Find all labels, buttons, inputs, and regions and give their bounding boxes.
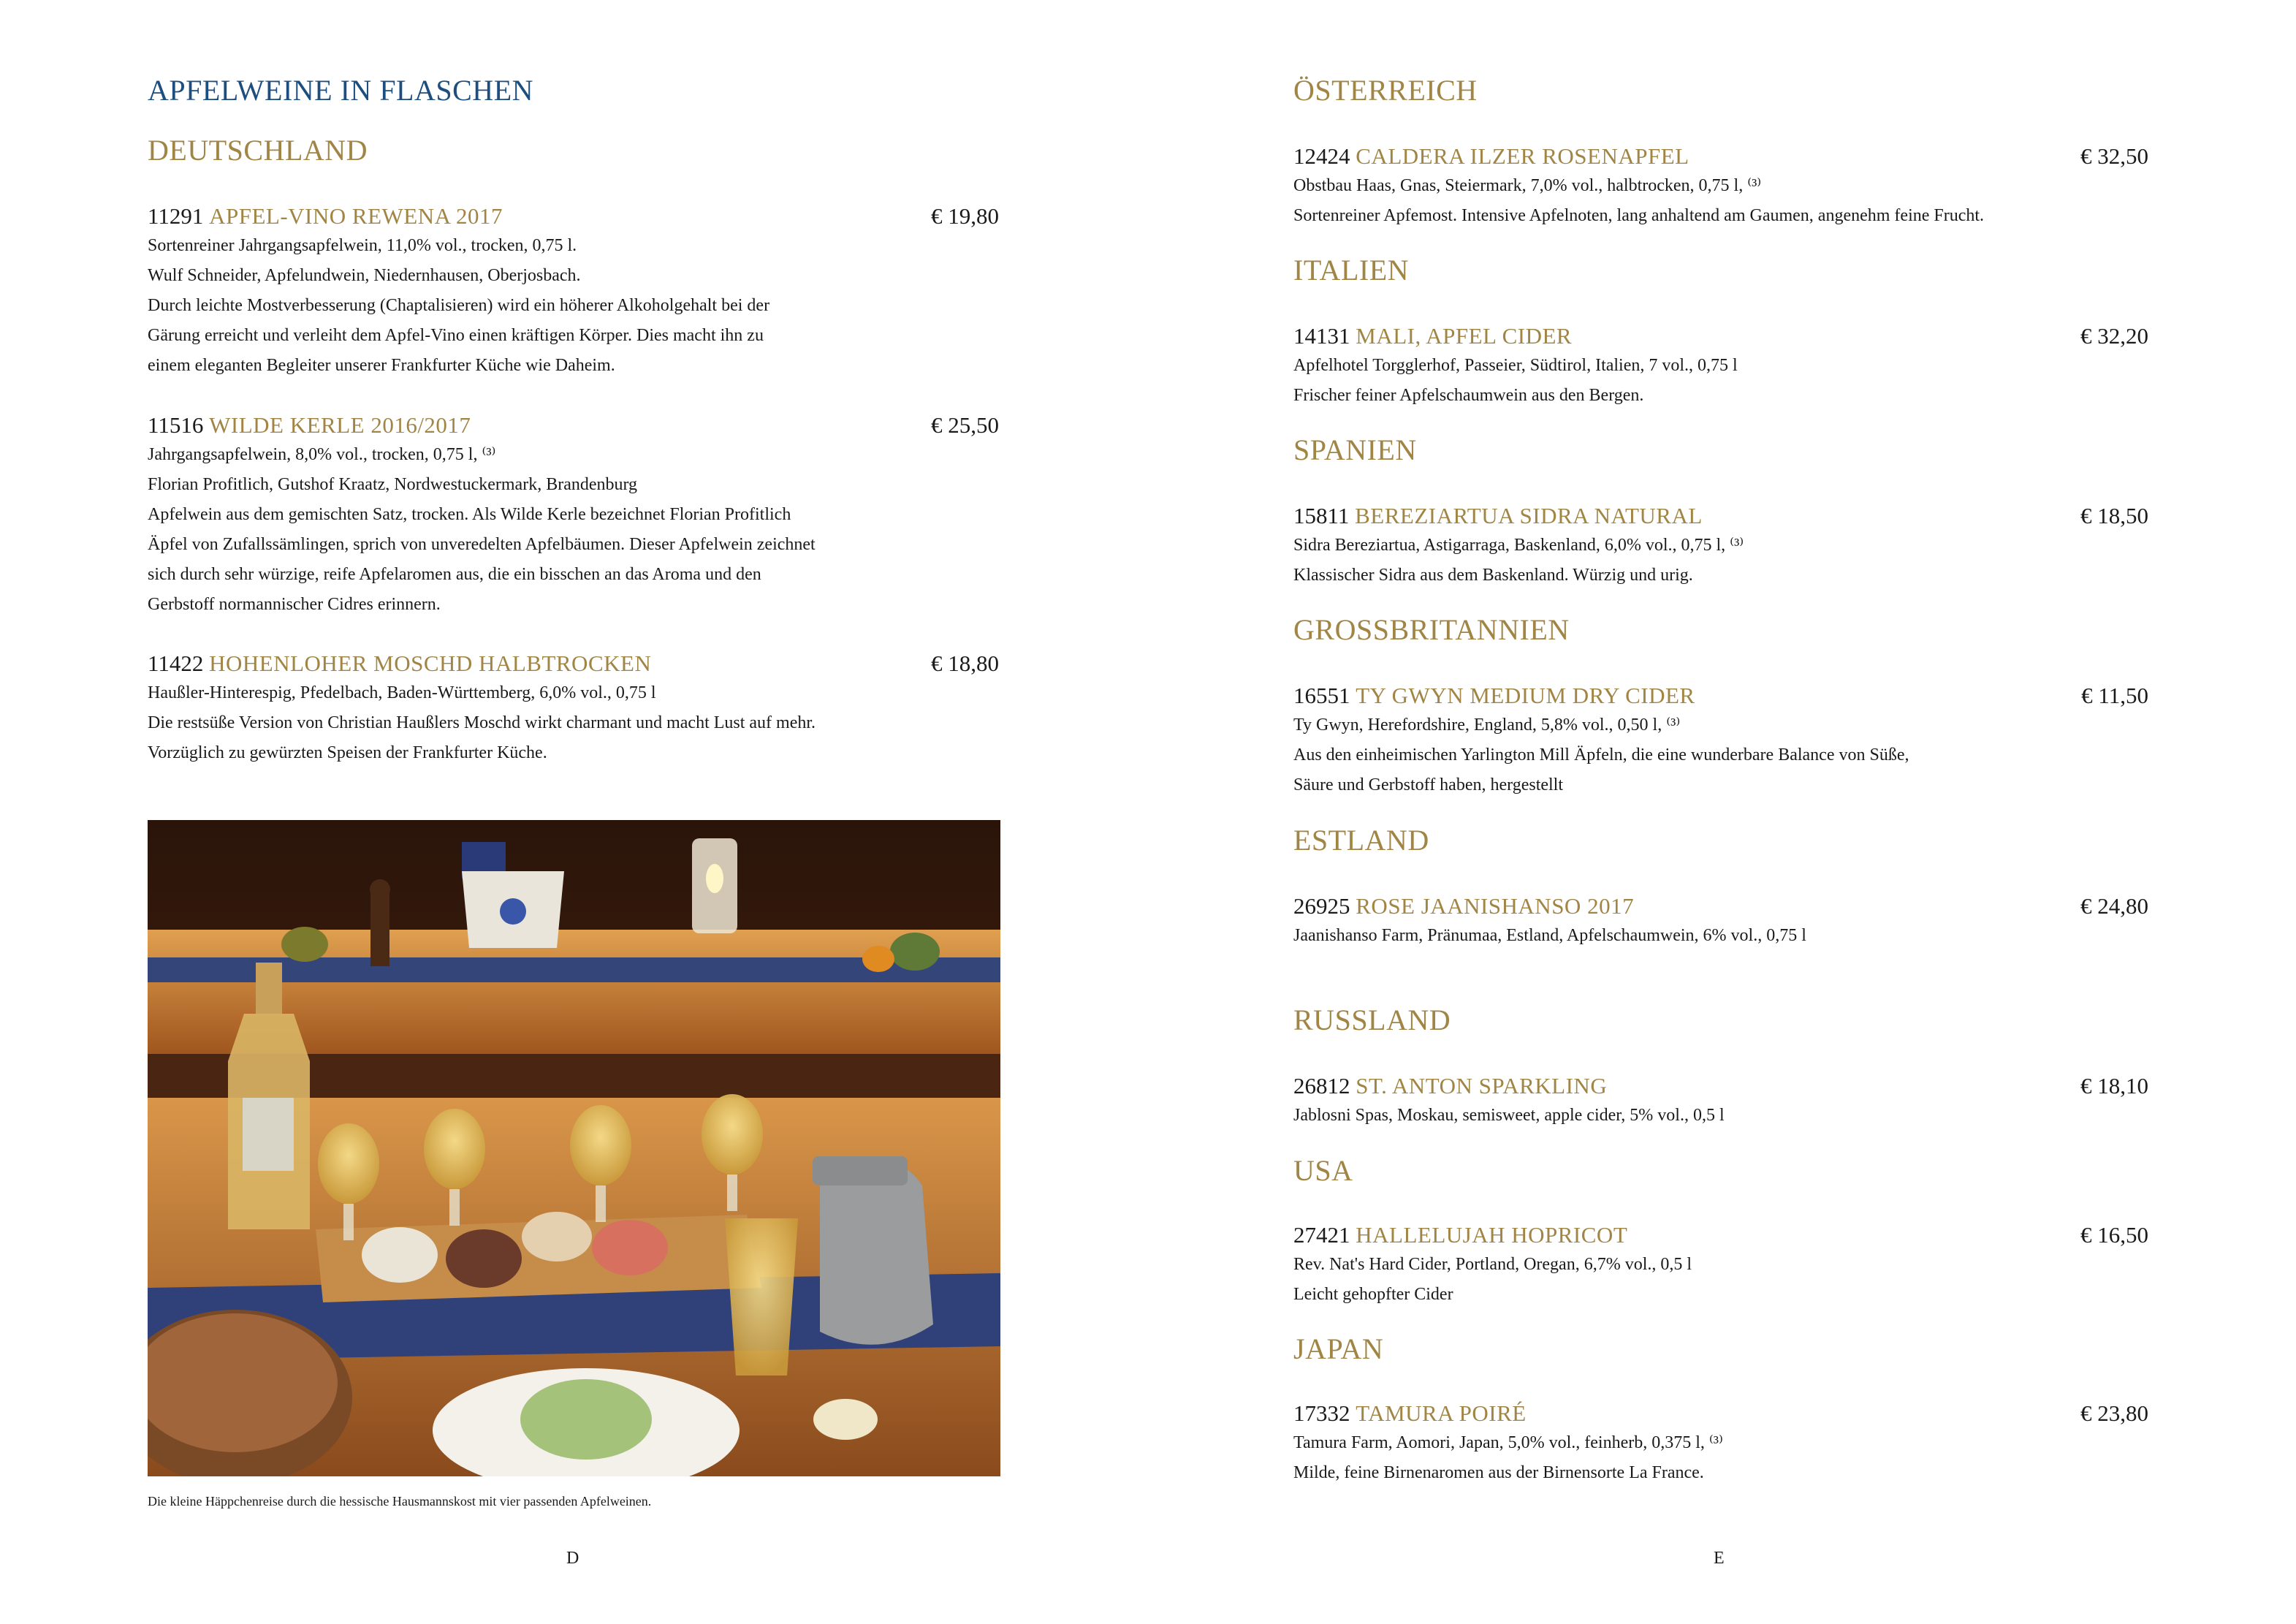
- wine-number: 14131: [1293, 323, 1350, 349]
- wine-description-line: Milde, feine Birnenaromen aus der Birnensorte La France.: [1293, 1463, 1704, 1482]
- wine-price: € 11,50: [2081, 683, 2148, 708]
- wine-description-line: sich durch sehr würzige, reife Apfelaromen aus, die ein bisschen an das Aroma und den: [148, 565, 761, 584]
- wine-name: BEREZIARTUA SIDRA NATURAL: [1355, 503, 1703, 528]
- wine-entry: [148, 202, 999, 381]
- country-heading: RUSSLAND: [1293, 1003, 1451, 1036]
- wine-entry-header: [1293, 501, 2148, 531]
- wine-price: € 16,50: [2080, 1222, 2148, 1248]
- wine-description-line: Jaanishanso Farm, Pränumaa, Estland, Apfelschaumwein, 6% vol., 0,75 l: [1293, 926, 1806, 945]
- wine-description-line: Obstbau Haas, Gnas, Steiermark, 7,0% vol., halbtrocken, 0,75 l, ⁽³⁾: [1293, 176, 1762, 195]
- country-heading: ITALIEN: [1293, 254, 1410, 287]
- wine-number: 26812: [1293, 1073, 1350, 1099]
- page-number: D: [566, 1549, 579, 1568]
- wine-description-line: Haußler-Hinterespig, Pfedelbach, Baden-Württemberg, 6,0% vol., 0,75 l: [148, 683, 656, 702]
- wine-entry: [1293, 892, 2148, 951]
- wine-number: 15811: [1293, 503, 1350, 528]
- wine-description-line: Sidra Bereziartua, Astigarraga, Baskenland, 6,0% vol., 0,75 l, ⁽³⁾: [1293, 536, 1744, 555]
- wine-price: € 19,80: [931, 203, 999, 229]
- wine-entry: [1293, 322, 2148, 411]
- wine-entry: [1293, 1221, 2148, 1310]
- wine-entry: [1293, 1399, 2148, 1488]
- wine-description-line: Apfelwein aus dem gemischten Satz, trocken. Als Wilde Kerle bezeichnet Florian Profitlich: [148, 505, 791, 524]
- wine-name: HALLELUJAH HOPRICOT: [1356, 1222, 1628, 1248]
- wine-entry-header: [1293, 142, 2148, 171]
- wine-name: WILDE KERLE 2016/2017: [209, 412, 471, 438]
- wine-description-line: Äpfel von Zufallssämlingen, sprich von unveredelten Apfelbäumen. Dieser Apfelwein zeichnet: [148, 535, 816, 554]
- wine-description-line: Tamura Farm, Aomori, Japan, 5,0% vol., feinherb, 0,375 l, ⁽³⁾: [1293, 1433, 1723, 1452]
- page-title: APFELWEINE IN FLASCHEN: [148, 74, 534, 107]
- wine-description-line: Gerbstoff normannischer Cidres erinnern.: [148, 595, 441, 614]
- wine-description-line: Gärung erreicht und verleiht dem Apfel-Vino einen kräftigen Körper. Dies macht ihn zu: [148, 326, 764, 345]
- left-page: [148, 0, 1006, 1624]
- wine-name: CALDERA ILZER ROSENAPFEL: [1356, 143, 1689, 169]
- wine-price: € 23,80: [2080, 1400, 2148, 1426]
- wine-description-line: Sortenreiner Jahrgangsapfelwein, 11,0% vol., trocken, 0,75 l.: [148, 236, 577, 255]
- wine-name: MALI, APFEL CIDER: [1356, 323, 1573, 349]
- food-and-cider-photo: [148, 820, 1000, 1476]
- wine-description-line: Durch leichte Mostverbesserung (Chaptalisieren) wird ein höherer Alkoholgehalt bei der: [148, 296, 770, 315]
- wine-name: ST. ANTON SPARKLING: [1356, 1073, 1608, 1099]
- wine-description-line: Vorzüglich zu gewürzten Speisen der Frankfurter Küche.: [148, 743, 547, 762]
- wine-entry-header: [148, 202, 999, 231]
- country-heading: USA: [1293, 1154, 1353, 1187]
- wine-price: € 32,20: [2080, 323, 2148, 349]
- wine-name: TY GWYN MEDIUM DRY CIDER: [1356, 683, 1695, 708]
- wine-name: TAMURA POIRÉ: [1356, 1400, 1527, 1426]
- wine-number: 12424: [1293, 143, 1350, 169]
- right-page: [1293, 0, 2148, 1624]
- wine-entry-header: [1293, 1221, 2148, 1250]
- wine-entry-header: [148, 649, 999, 678]
- wine-name: ROSE JAANISHANSO 2017: [1356, 893, 1635, 919]
- wine-description-line: Rev. Nat's Hard Cider, Portland, Oregan, 6,7% vol., 0,5 l: [1293, 1255, 1692, 1274]
- wine-name: HOHENLOHER MOSCHD HALBTROCKEN: [209, 650, 652, 676]
- wine-entry: [1293, 1071, 2148, 1131]
- wine-description-line: Leicht gehopfter Cider: [1293, 1285, 1453, 1304]
- page-number: E: [1714, 1549, 1725, 1568]
- wine-number: 16551: [1293, 683, 1350, 708]
- wine-entry: [1293, 681, 2148, 800]
- wine-description-line: einem eleganten Begleiter unserer Frankfurter Küche wie Daheim.: [148, 356, 615, 375]
- wine-number: 27421: [1293, 1222, 1350, 1248]
- wine-price: € 24,80: [2080, 893, 2148, 919]
- wine-description-line: Sortenreiner Apfemost. Intensive Apfelnoten, lang anhaltend am Gaumen, angenehm feine Frucht.: [1293, 206, 1985, 225]
- photo-caption: Die kleine Häppchenreise durch die hessische Hausmannskost mit vier passenden Apfelweinen.: [148, 1494, 652, 1509]
- wine-entry-header: [1293, 681, 2148, 710]
- wine-price: € 18,80: [931, 650, 999, 676]
- wine-description-line: Aus den einheimischen Yarlington Mill Äpfeln, die eine wunderbare Balance von Süße,: [1293, 745, 1909, 764]
- wine-entry: [1293, 501, 2148, 591]
- wine-price: € 18,50: [2080, 503, 2148, 528]
- wine-description-line: Apfelhotel Torgglerhof, Passeier, Südtirol, Italien, 7 vol., 0,75 l: [1293, 356, 1738, 375]
- wine-number: 17332: [1293, 1400, 1350, 1426]
- wine-name: APFEL-VINO REWENA 2017: [209, 203, 503, 229]
- wine-price: € 32,50: [2080, 143, 2148, 169]
- country-heading: JAPAN: [1293, 1332, 1384, 1365]
- wine-number: 26925: [1293, 893, 1350, 919]
- wine-number: 11516: [148, 412, 204, 438]
- wine-entry: [148, 411, 999, 620]
- country-heading: GROSSBRITANNIEN: [1293, 613, 1570, 646]
- wine-number: 11422: [148, 650, 204, 676]
- wine-entry-header: [1293, 1399, 2148, 1428]
- wine-price: € 25,50: [931, 412, 999, 438]
- wine-description-line: Jahrgangsapfelwein, 8,0% vol., trocken, 0,75 l, ⁽³⁾: [148, 445, 496, 464]
- wine-description-line: Florian Profitlich, Gutshof Kraatz, Nordwestuckermark, Brandenburg: [148, 475, 638, 494]
- wine-number: 11291: [148, 203, 204, 229]
- wine-description-line: Die restsüße Version von Christian Haußlers Moschd wirkt charmant und macht Lust auf mehr.: [148, 713, 816, 732]
- wine-description-line: Jablosni Spas, Moskau, semisweet, apple cider, 5% vol., 0,5 l: [1293, 1106, 1725, 1125]
- wine-description-line: Klassischer Sidra aus dem Baskenland. Würzig und urig.: [1293, 566, 1693, 585]
- country-heading: DEUTSCHLAND: [148, 134, 368, 167]
- wine-entry-header: [148, 411, 999, 440]
- wine-description-line: Säure und Gerbstoff haben, hergestellt: [1293, 775, 1564, 794]
- wine-entry-header: [1293, 322, 2148, 351]
- wine-entry-header: [1293, 892, 2148, 921]
- wine-description-line: Ty Gwyn, Herefordshire, England, 5,8% vol., 0,50 l, ⁽³⁾: [1293, 716, 1681, 735]
- country-heading: SPANIEN: [1293, 433, 1417, 466]
- country-heading: ÖSTERREICH: [1293, 74, 1478, 107]
- wine-description-line: Frischer feiner Apfelschaumwein aus den Bergen.: [1293, 386, 1644, 405]
- wine-description-line: Wulf Schneider, Apfelundwein, Niedernhausen, Oberjosbach.: [148, 266, 581, 285]
- wine-entry-header: [1293, 1071, 2148, 1101]
- wine-entry: [148, 649, 999, 768]
- country-heading: ESTLAND: [1293, 824, 1429, 857]
- wine-price: € 18,10: [2080, 1073, 2148, 1099]
- wine-entry: [1293, 142, 2148, 231]
